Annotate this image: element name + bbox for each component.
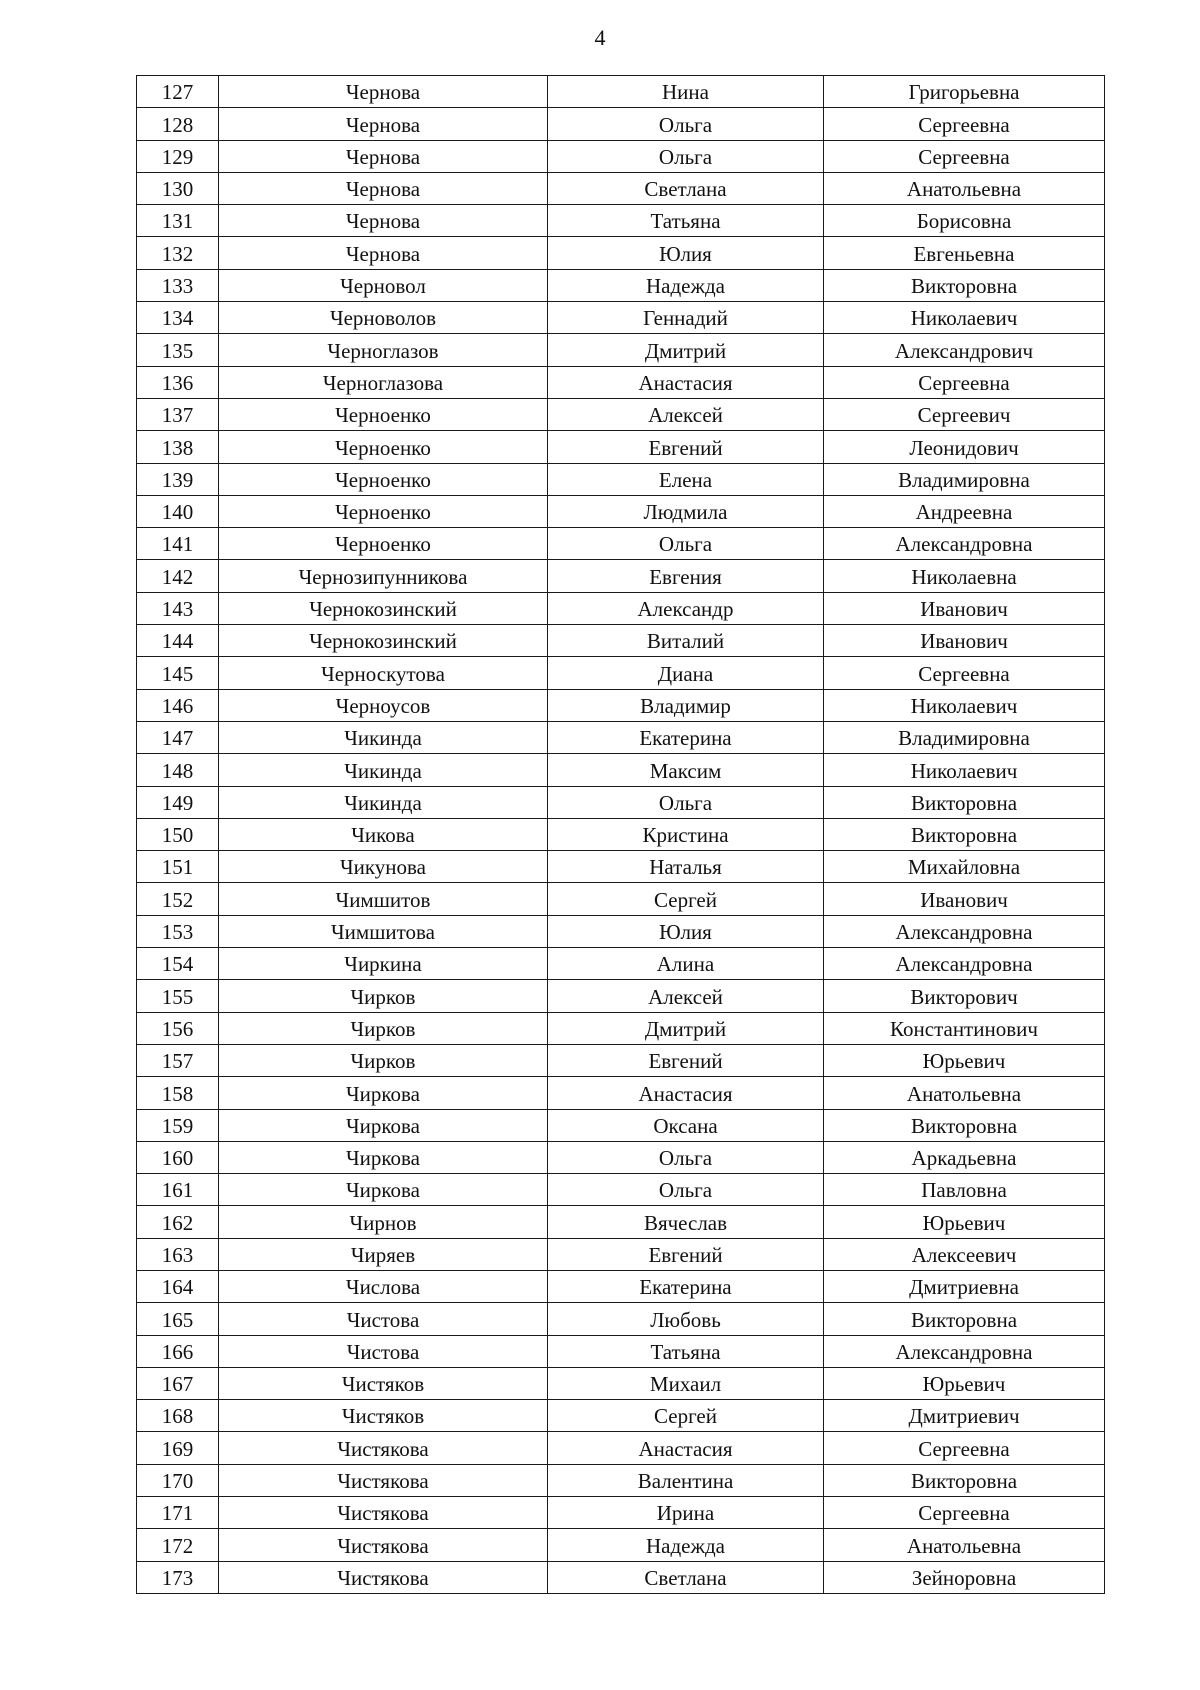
table-row (137, 1174, 1105, 1206)
last-name-cell: Чистякова (219, 1464, 548, 1496)
last-name-cell: Чимшитов (219, 883, 548, 915)
first-name-cell: Юлия (548, 237, 824, 269)
first-name-cell: Алексей (548, 980, 824, 1012)
row-number-cell: 138 (137, 431, 219, 463)
patronymic-cell: Константинович (824, 1012, 1105, 1044)
first-name-cell: Светлана (548, 172, 824, 204)
table-row (137, 915, 1105, 947)
first-name-cell: Валентина (548, 1464, 824, 1496)
row-number-cell: 137 (137, 398, 219, 430)
row-number-cell: 173 (137, 1561, 219, 1593)
first-name-cell: Александр (548, 592, 824, 624)
last-name-cell: Чиркова (219, 1141, 548, 1173)
table-row (137, 1206, 1105, 1238)
patronymic-cell: Александровна (824, 1335, 1105, 1367)
row-number-cell: 135 (137, 334, 219, 366)
last-name-cell: Черноглазова (219, 366, 548, 398)
first-name-cell: Евгений (548, 431, 824, 463)
patronymic-cell: Юрьевич (824, 1044, 1105, 1076)
row-number-cell: 169 (137, 1432, 219, 1464)
first-name-cell: Алина (548, 948, 824, 980)
first-name-cell: Владимир (548, 689, 824, 721)
patronymic-cell: Иванович (824, 625, 1105, 657)
last-name-cell: Чикинда (219, 721, 548, 753)
row-number-cell: 131 (137, 205, 219, 237)
patronymic-cell: Иванович (824, 883, 1105, 915)
last-name-cell: Чиркова (219, 1077, 548, 1109)
table-row (137, 172, 1105, 204)
patronymic-cell: Аркадьевна (824, 1141, 1105, 1173)
last-name-cell: Чернова (219, 237, 548, 269)
row-number-cell: 162 (137, 1206, 219, 1238)
row-number-cell: 172 (137, 1529, 219, 1561)
row-number-cell: 127 (137, 76, 219, 108)
table-row (137, 1561, 1105, 1593)
row-number-cell: 155 (137, 980, 219, 1012)
table-row (137, 205, 1105, 237)
patronymic-cell: Александровна (824, 528, 1105, 560)
row-number-cell: 164 (137, 1270, 219, 1302)
row-number-cell: 166 (137, 1335, 219, 1367)
table-row (137, 1109, 1105, 1141)
first-name-cell: Надежда (548, 269, 824, 301)
table-row (137, 592, 1105, 624)
row-number-cell: 140 (137, 495, 219, 527)
first-name-cell: Ольга (548, 1141, 824, 1173)
first-name-cell: Наталья (548, 851, 824, 883)
row-number-cell: 142 (137, 560, 219, 592)
patronymic-cell: Григорьевна (824, 76, 1105, 108)
last-name-cell: Чикинда (219, 754, 548, 786)
row-number-cell: 163 (137, 1238, 219, 1270)
row-number-cell: 143 (137, 592, 219, 624)
first-name-cell: Ольга (548, 1174, 824, 1206)
table-row (137, 269, 1105, 301)
last-name-cell: Чернова (219, 205, 548, 237)
last-name-cell: Чиряев (219, 1238, 548, 1270)
row-number-cell: 144 (137, 625, 219, 657)
patronymic-cell: Викторовна (824, 269, 1105, 301)
patronymic-cell: Викторовна (824, 818, 1105, 850)
row-number-cell: 153 (137, 915, 219, 947)
last-name-cell: Чистякова (219, 1497, 548, 1529)
patronymic-cell: Сергеевна (824, 1497, 1105, 1529)
first-name-cell: Михаил (548, 1367, 824, 1399)
first-name-cell: Ольга (548, 140, 824, 172)
patronymic-cell: Викторович (824, 980, 1105, 1012)
table-row (137, 1497, 1105, 1529)
last-name-cell: Числова (219, 1270, 548, 1302)
table-row (137, 818, 1105, 850)
table-row (137, 1012, 1105, 1044)
row-number-cell: 150 (137, 818, 219, 850)
first-name-cell: Людмила (548, 495, 824, 527)
last-name-cell: Черноенко (219, 398, 548, 430)
row-number-cell: 151 (137, 851, 219, 883)
row-number-cell: 156 (137, 1012, 219, 1044)
last-name-cell: Чикунова (219, 851, 548, 883)
patronymic-cell: Дмитриевич (824, 1400, 1105, 1432)
table-row (137, 528, 1105, 560)
row-number-cell: 134 (137, 302, 219, 334)
patronymic-cell: Викторовна (824, 1303, 1105, 1335)
last-name-cell: Чирков (219, 1044, 548, 1076)
row-number-cell: 136 (137, 366, 219, 398)
table-row (137, 1529, 1105, 1561)
last-name-cell: Черновол (219, 269, 548, 301)
last-name-cell: Черноенко (219, 463, 548, 495)
patronymic-cell: Сергеевна (824, 108, 1105, 140)
patronymic-cell: Николаевич (824, 754, 1105, 786)
patronymic-cell: Владимировна (824, 721, 1105, 753)
first-name-cell: Ирина (548, 1497, 824, 1529)
first-name-cell: Оксана (548, 1109, 824, 1141)
table-row (137, 334, 1105, 366)
patronymic-cell: Николаевич (824, 689, 1105, 721)
row-number-cell: 146 (137, 689, 219, 721)
patronymic-cell: Евгеньевна (824, 237, 1105, 269)
last-name-cell: Чистяков (219, 1400, 548, 1432)
patronymic-cell: Александровна (824, 915, 1105, 947)
last-name-cell: Чиркина (219, 948, 548, 980)
patronymic-cell: Сергеевна (824, 1432, 1105, 1464)
first-name-cell: Татьяна (548, 1335, 824, 1367)
first-name-cell: Вячеслав (548, 1206, 824, 1238)
patronymic-cell: Сергеевна (824, 366, 1105, 398)
first-name-cell: Елена (548, 463, 824, 495)
last-name-cell: Чирнов (219, 1206, 548, 1238)
table-row (137, 398, 1105, 430)
first-name-cell: Светлана (548, 1561, 824, 1593)
first-name-cell: Алексей (548, 398, 824, 430)
table-row (137, 1367, 1105, 1399)
row-number-cell: 130 (137, 172, 219, 204)
last-name-cell: Чистякова (219, 1529, 548, 1561)
name-list-body (137, 76, 1105, 1594)
patronymic-cell: Сергеевич (824, 398, 1105, 430)
table-row (137, 1464, 1105, 1496)
first-name-cell: Анастасия (548, 1432, 824, 1464)
table-row (137, 1400, 1105, 1432)
first-name-cell: Надежда (548, 1529, 824, 1561)
last-name-cell: Черноглазов (219, 334, 548, 366)
table-row (137, 302, 1105, 334)
row-number-cell: 149 (137, 786, 219, 818)
last-name-cell: Черноусов (219, 689, 548, 721)
row-number-cell: 170 (137, 1464, 219, 1496)
row-number-cell: 159 (137, 1109, 219, 1141)
last-name-cell: Черноенко (219, 495, 548, 527)
table-row (137, 1335, 1105, 1367)
first-name-cell: Дмитрий (548, 334, 824, 366)
row-number-cell: 165 (137, 1303, 219, 1335)
patronymic-cell: Сергеевна (824, 140, 1105, 172)
patronymic-cell: Николаевна (824, 560, 1105, 592)
patronymic-cell: Алексеевич (824, 1238, 1105, 1270)
last-name-cell: Чирков (219, 980, 548, 1012)
row-number-cell: 160 (137, 1141, 219, 1173)
patronymic-cell: Юрьевич (824, 1206, 1105, 1238)
patronymic-cell: Александровна (824, 948, 1105, 980)
last-name-cell: Чикинда (219, 786, 548, 818)
patronymic-cell: Владимировна (824, 463, 1105, 495)
table-row (137, 366, 1105, 398)
first-name-cell: Евгений (548, 1238, 824, 1270)
last-name-cell: Чернокозинский (219, 625, 548, 657)
last-name-cell: Черноволов (219, 302, 548, 334)
patronymic-cell: Викторовна (824, 1109, 1105, 1141)
patronymic-cell: Викторовна (824, 786, 1105, 818)
table-row (137, 463, 1105, 495)
first-name-cell: Максим (548, 754, 824, 786)
patronymic-cell: Сергеевна (824, 657, 1105, 689)
first-name-cell: Юлия (548, 915, 824, 947)
first-name-cell: Ольга (548, 108, 824, 140)
table-row (137, 980, 1105, 1012)
table-row (137, 883, 1105, 915)
table-row (137, 495, 1105, 527)
row-number-cell: 161 (137, 1174, 219, 1206)
first-name-cell: Анастасия (548, 366, 824, 398)
first-name-cell: Дмитрий (548, 1012, 824, 1044)
first-name-cell: Екатерина (548, 1270, 824, 1302)
last-name-cell: Чиркова (219, 1174, 548, 1206)
patronymic-cell: Александрович (824, 334, 1105, 366)
patronymic-cell: Юрьевич (824, 1367, 1105, 1399)
first-name-cell: Евгения (548, 560, 824, 592)
first-name-cell: Виталий (548, 625, 824, 657)
row-number-cell: 148 (137, 754, 219, 786)
first-name-cell: Ольга (548, 528, 824, 560)
table-row (137, 721, 1105, 753)
last-name-cell: Чернова (219, 76, 548, 108)
last-name-cell: Чистякова (219, 1561, 548, 1593)
table-row (137, 1077, 1105, 1109)
last-name-cell: Чиркова (219, 1109, 548, 1141)
row-number-cell: 167 (137, 1367, 219, 1399)
first-name-cell: Сергей (548, 1400, 824, 1432)
table-row (137, 948, 1105, 980)
row-number-cell: 158 (137, 1077, 219, 1109)
patronymic-cell: Зейноровна (824, 1561, 1105, 1593)
last-name-cell: Чистова (219, 1303, 548, 1335)
last-name-cell: Чернозипунникова (219, 560, 548, 592)
table-row (137, 1044, 1105, 1076)
patronymic-cell: Викторовна (824, 1464, 1105, 1496)
row-number-cell: 129 (137, 140, 219, 172)
last-name-cell: Чернова (219, 108, 548, 140)
row-number-cell: 152 (137, 883, 219, 915)
first-name-cell: Ольга (548, 786, 824, 818)
patronymic-cell: Борисовна (824, 205, 1105, 237)
last-name-cell: Чистова (219, 1335, 548, 1367)
first-name-cell: Нина (548, 76, 824, 108)
row-number-cell: 132 (137, 237, 219, 269)
patronymic-cell: Николаевич (824, 302, 1105, 334)
table-row (137, 237, 1105, 269)
row-number-cell: 168 (137, 1400, 219, 1432)
table-row (137, 851, 1105, 883)
patronymic-cell: Иванович (824, 592, 1105, 624)
patronymic-cell: Михайловна (824, 851, 1105, 883)
table-row (137, 560, 1105, 592)
table-row (137, 1303, 1105, 1335)
table-row (137, 657, 1105, 689)
row-number-cell: 139 (137, 463, 219, 495)
table-row (137, 625, 1105, 657)
table-row (137, 76, 1105, 108)
last-name-cell: Чирков (219, 1012, 548, 1044)
last-name-cell: Черноенко (219, 431, 548, 463)
patronymic-cell: Анатольевна (824, 172, 1105, 204)
last-name-cell: Чистякова (219, 1432, 548, 1464)
page-number: 4 (594, 25, 606, 50)
last-name-cell: Чернова (219, 140, 548, 172)
patronymic-cell: Андреевна (824, 495, 1105, 527)
row-number-cell: 147 (137, 721, 219, 753)
row-number-cell: 157 (137, 1044, 219, 1076)
name-list-table (136, 75, 1105, 1594)
last-name-cell: Чернова (219, 172, 548, 204)
patronymic-cell: Анатольевна (824, 1529, 1105, 1561)
last-name-cell: Чимшитова (219, 915, 548, 947)
table-row (137, 1238, 1105, 1270)
table-row (137, 754, 1105, 786)
patronymic-cell: Дмитриевна (824, 1270, 1105, 1302)
last-name-cell: Чикова (219, 818, 548, 850)
patronymic-cell: Леонидович (824, 431, 1105, 463)
row-number-cell: 128 (137, 108, 219, 140)
patronymic-cell: Павловна (824, 1174, 1105, 1206)
first-name-cell: Любовь (548, 1303, 824, 1335)
table-row (137, 1141, 1105, 1173)
table-row (137, 1270, 1105, 1302)
first-name-cell: Екатерина (548, 721, 824, 753)
table-row (137, 1432, 1105, 1464)
first-name-cell: Сергей (548, 883, 824, 915)
row-number-cell: 141 (137, 528, 219, 560)
table-row (137, 108, 1105, 140)
last-name-cell: Черноскутова (219, 657, 548, 689)
first-name-cell: Диана (548, 657, 824, 689)
first-name-cell: Кристина (548, 818, 824, 850)
table-row (137, 140, 1105, 172)
table-row (137, 431, 1105, 463)
table-row (137, 786, 1105, 818)
last-name-cell: Чернокозинский (219, 592, 548, 624)
last-name-cell: Черноенко (219, 528, 548, 560)
first-name-cell: Геннадий (548, 302, 824, 334)
table-row (137, 689, 1105, 721)
row-number-cell: 171 (137, 1497, 219, 1529)
last-name-cell: Чистяков (219, 1367, 548, 1399)
first-name-cell: Анастасия (548, 1077, 824, 1109)
patronymic-cell: Анатольевна (824, 1077, 1105, 1109)
first-name-cell: Татьяна (548, 205, 824, 237)
row-number-cell: 145 (137, 657, 219, 689)
row-number-cell: 133 (137, 269, 219, 301)
first-name-cell: Евгений (548, 1044, 824, 1076)
row-number-cell: 154 (137, 948, 219, 980)
